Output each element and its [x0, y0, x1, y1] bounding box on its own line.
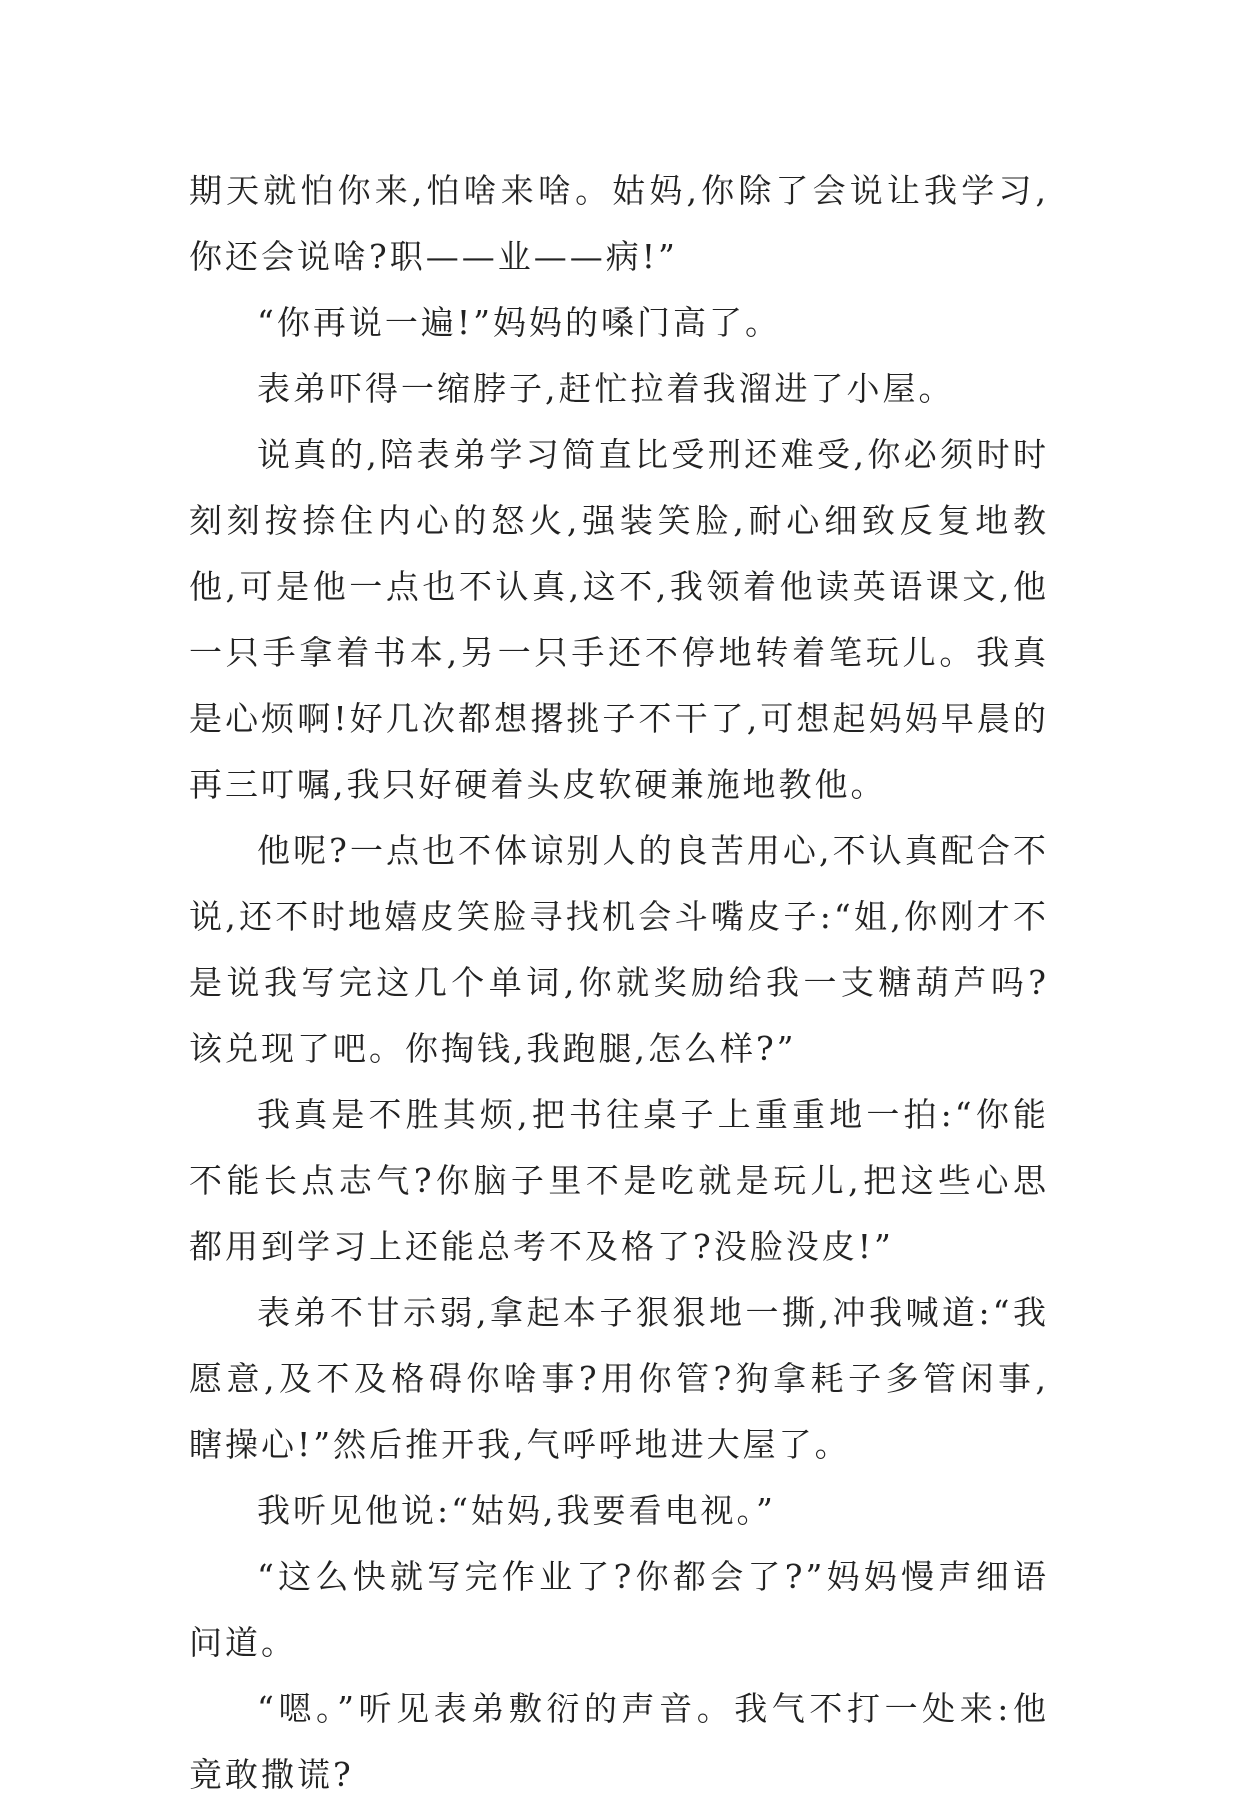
paragraph-7: 表弟不甘示弱,拿起本子狠狠地一撕,冲我喊道:“我愿意,及不及格碍你啥事?用你管?狗拿耗子多管闲事,瞎操心!”然后推开我,气呼呼地进大屋了。: [189, 1293, 1049, 1464]
paragraph-2: “你再说一遍!”妈妈的嗓门高了。: [257, 303, 782, 342]
paragraph-6: 我真是不胜其烦,把书往桌子上重重地一拍:“你能不能长点志气?你脑子里不是吃就是玩儿,把这些心思都用到学习上还能总考不及格了?没脸没皮!”: [189, 1095, 1049, 1266]
paragraph-3: 表弟吓得一缩脖子,赶忙拉着我溜进了小屋。: [257, 369, 955, 408]
paragraph-5: 他呢?一点也不体谅别人的良苦用心,不认真配合不说,还不时地嬉皮笑脸寻找机会斗嘴皮子:“姐,你刚才不是说我写完这几个单词,你就奖励给我一支糖葫芦吗?该兑现了吧。你掏钱,我跑腿,怎么样?”: [189, 831, 1049, 1068]
paragraph-1: 期天就怕你来,怕啥来啥。姑妈,你除了会说让我学习,你还会说啥?职——业——病!”: [189, 171, 1049, 276]
paragraph-4: 说真的,陪表弟学习简直比受刑还难受,你必须时时刻刻按捺住内心的怒火,强装笑脸,耐心细致反复地教他,可是他一点也不认真,这不,我领着他读英语课文,他一只手拿着书本,另一只手还不停地转着笔玩儿。我真是心烦啊!好几次都想撂挑子不干了,可想起妈妈早晨的再三叮嘱,我只好硬着头皮软硬兼施地教他。: [189, 435, 1049, 804]
paragraph-8: 我听见他说:“姑妈,我要看电视。”: [257, 1491, 776, 1530]
document-body: [189, 158, 1049, 1808]
paragraph-10: “嗯。”听见表弟敷衍的声音。我气不打一处来:他竟敢撒谎?: [189, 1689, 1049, 1794]
paragraph-9: “这么快就写完作业了?你都会了?”妈妈慢声细语问道。: [189, 1557, 1049, 1662]
